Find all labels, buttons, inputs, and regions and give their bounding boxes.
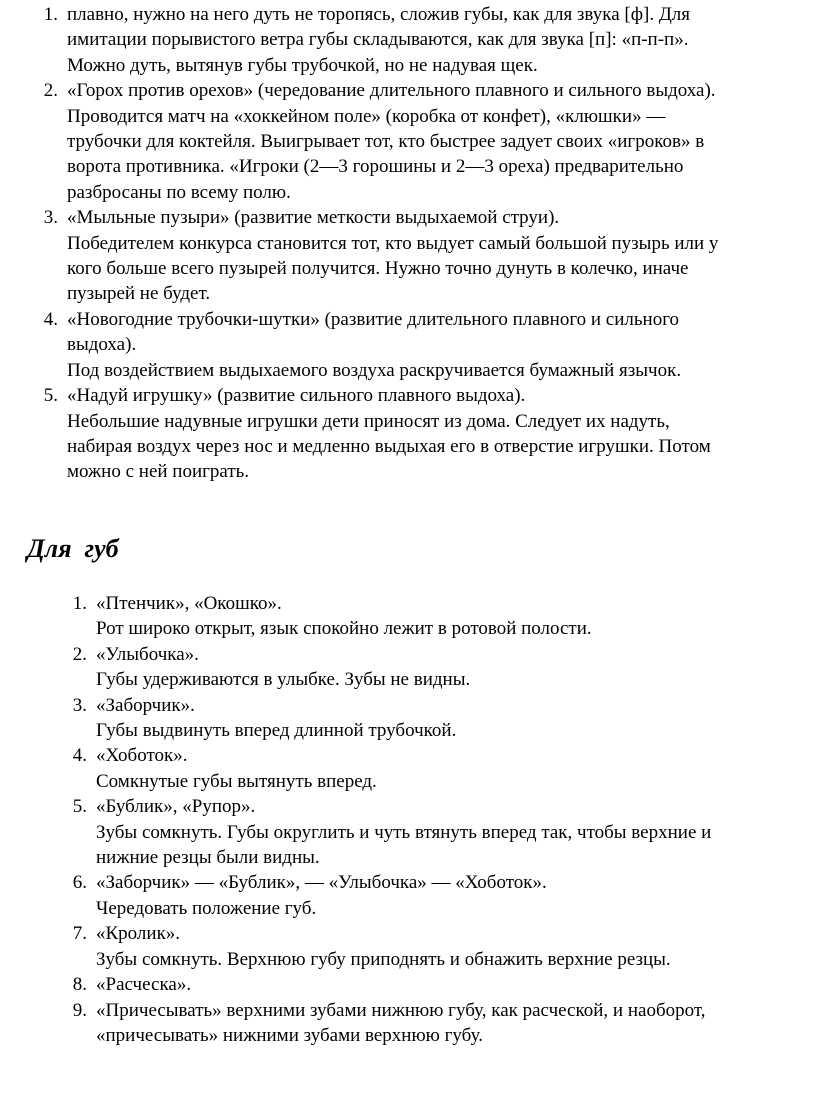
item-body	[96, 743, 816, 794]
item-text-line: набирая воздух через нос и медленно выдыхая его в отверстие игрушки. Потом	[67, 435, 711, 457]
list-item	[57, 693, 816, 744]
item-body	[96, 794, 816, 870]
item-body	[67, 307, 816, 383]
item-text-line: «Новогодние трубочки-шутки» (развитие длительного плавного и сильного	[67, 308, 680, 330]
list-item	[28, 383, 816, 485]
item-text-line: «Птенчик», «Окошко».	[96, 593, 282, 614]
item-text-line: «Бублик», «Рупор».	[96, 796, 256, 818]
item-text-line: «Причесывать» верхними зубами нижнюю губу, как расческой, и наоборот,	[96, 999, 706, 1021]
item-number: 6.	[72, 872, 87, 894]
item-text-line: кого больше всего пузырей получится. Нужно точно дунуть в колечко, иначе	[67, 258, 689, 280]
item-body	[67, 383, 816, 485]
list-item	[28, 205, 816, 307]
list-item	[57, 998, 816, 1049]
list-item	[57, 642, 816, 693]
item-text-line: Чередовать положение губ.	[96, 897, 317, 919]
item-text-line: Рот широко открыт, язык спокойно лежит в ротовой полости.	[96, 618, 592, 640]
list-item	[28, 2, 816, 78]
item-body	[67, 2, 816, 78]
item-number: 9.	[72, 999, 87, 1021]
item-text-line: нижние резцы были видны.	[96, 847, 320, 869]
list-item	[57, 921, 816, 972]
item-body	[96, 972, 816, 997]
list-item	[28, 307, 816, 383]
item-text-line: «Расческа».	[96, 974, 192, 996]
item-text-line: Небольшие надувные игрушки дети приносят из дома. Следует их надуть,	[67, 410, 670, 432]
list-item	[57, 591, 816, 642]
item-number: 2.	[72, 643, 87, 665]
item-number: 5.	[43, 385, 58, 407]
list-item	[28, 78, 816, 205]
item-text-line: выдоха).	[67, 334, 137, 356]
item-body	[96, 921, 816, 972]
list-item	[57, 972, 816, 997]
item-body	[67, 205, 816, 307]
item-number: 3.	[43, 207, 58, 229]
item-text-line: Можно дуть, вытянув губы трубочкой, но не надувая щек.	[67, 54, 538, 76]
breathing-exercises-list	[28, 2, 816, 485]
item-number: 7.	[72, 923, 87, 945]
item-text-line: Проводится матч на «хоккейном поле» (коробка от конфет), «клюшки» —	[67, 105, 666, 127]
item-text-line: Сомкнутые губы вытянуть вперед.	[96, 770, 377, 792]
item-number: 1.	[43, 4, 58, 25]
section-heading: Для губ	[27, 534, 119, 563]
item-body	[96, 998, 816, 1049]
item-text-line: ворота противника. «Игроки (2—3 горошины и 2—3 ореха) предварительно	[67, 156, 684, 178]
item-number: 8.	[72, 974, 87, 996]
item-text-line: Зубы сомкнуть. Губы округлить и чуть втянуть вперед так, чтобы верхние и	[96, 821, 712, 843]
item-body	[67, 78, 816, 205]
list-item	[57, 870, 816, 921]
item-body	[96, 870, 816, 921]
item-text-line: «Мыльные пузыри» (развитие меткости выдыхаемой струи).	[67, 207, 560, 229]
item-number: 4.	[72, 745, 87, 767]
item-text-line: Победителем конкурса становится тот, кто выдует самый большой пузырь или у	[67, 232, 719, 254]
item-text-line: «причесывать» нижними зубами верхнюю губу.	[96, 1024, 483, 1046]
item-text-line: плавно, нужно на него дуть не торопясь, сложив губы, как для звука [ф]. Для	[67, 4, 691, 25]
item-text-line: трубочки для коктейля. Выигрывает тот, кто быстрее задует своих «игроков» в	[67, 131, 705, 153]
item-text-line: пузырей не будет.	[67, 283, 211, 305]
item-text-line: разбросаны по всему полю.	[67, 181, 291, 203]
item-number: 5.	[72, 796, 87, 818]
item-text-line: «Улыбочка».	[96, 643, 199, 665]
item-text-line: «Кролик».	[96, 923, 181, 945]
item-text-line: Зубы сомкнуть. Верхнюю губу приподнять и обнажить верхние резцы.	[96, 948, 671, 970]
item-text-line: «Хоботок».	[96, 745, 188, 767]
list-item	[57, 743, 816, 794]
item-body	[96, 591, 816, 642]
item-text-line: можно с ней поиграть.	[67, 461, 250, 483]
item-text-line: Под воздействием выдыхаемого воздуха раскручивается бумажный язычок.	[67, 359, 682, 381]
list-item	[57, 794, 816, 870]
item-text-line: Губы выдвинуть вперед длинной трубочкой.	[96, 720, 457, 742]
item-text-line: Губы удерживаются в улыбке. Зубы не видны.	[96, 669, 471, 691]
item-text-line: «Горох против орехов» (чередование длительного плавного и сильного выдоха).	[67, 80, 716, 102]
item-text-line: «Надуй игрушку» (развитие сильного плавного выдоха).	[67, 385, 526, 407]
item-number: 1.	[72, 593, 87, 614]
item-number: 4.	[43, 308, 58, 330]
item-text-line: «Заборчик» — «Бублик», — «Улыбочка» — «Хоботок».	[96, 872, 547, 894]
item-text-line: «Заборчик».	[96, 694, 195, 716]
lip-exercises-list	[57, 591, 816, 1048]
item-body	[96, 693, 816, 744]
item-number: 3.	[72, 694, 87, 716]
item-body	[96, 642, 816, 693]
item-text-line: имитации порывистого ветра губы складываются, как для звука [п]: «п-п-п».	[67, 29, 689, 51]
item-number: 2.	[43, 80, 58, 102]
